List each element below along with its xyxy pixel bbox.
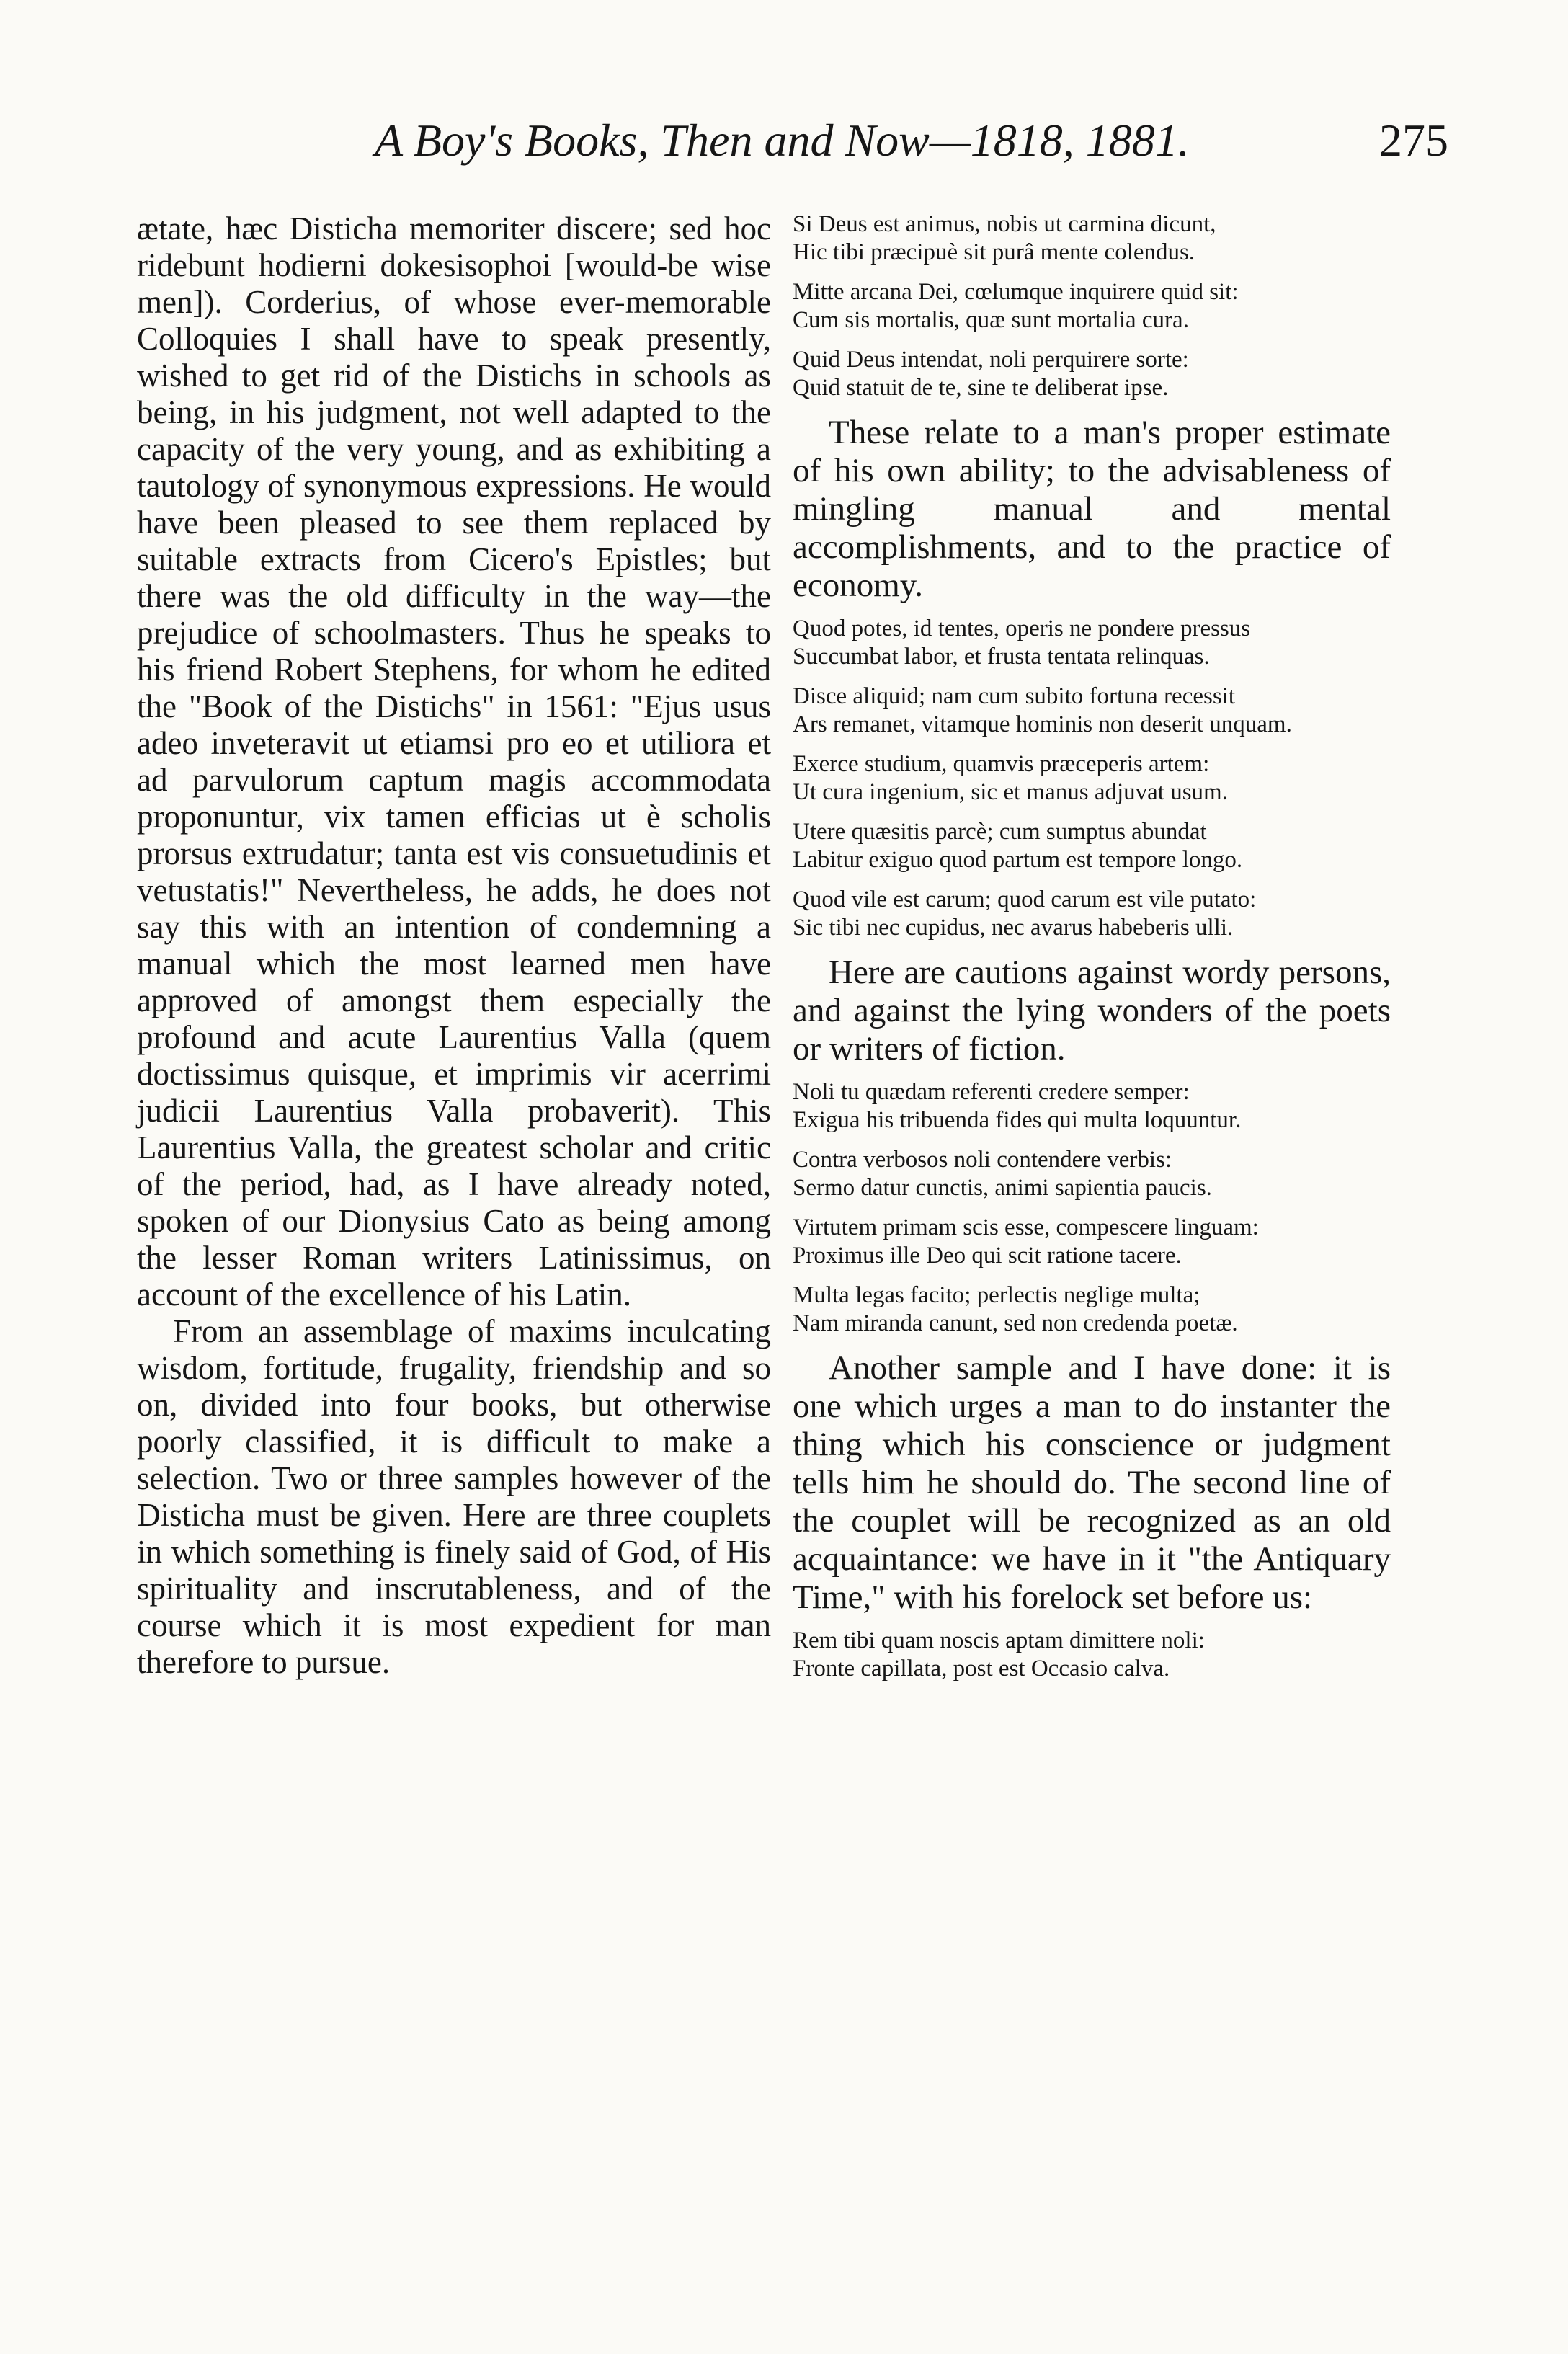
left-paragraph-2: From an assemblage of maxims inculcating wisdom, fortitude, frugality, friendship and so on, divided into four books, but otherwise poorly classified, it is difficult to make a selection. Two or three samples however of the Disticha must be given. Here are three couplets in which something is finely said of God, of His spirituality and inscrutableness, and of the course which it is most expedient for man therefore to pursue. [137, 1313, 771, 1680]
page-number: 275 [1379, 115, 1448, 166]
verse-line: Succumbat labor, et frusta tentata relinquas. [793, 644, 1210, 670]
couplet [793, 886, 1391, 942]
verse-line: Quid statuit de te, sine te deliberat ipse. [793, 375, 1169, 401]
verse-line: Contra verbosos noli contendere verbis: [793, 1147, 1172, 1173]
couplet [793, 1627, 1391, 1683]
verse-group-wordy [793, 1078, 1391, 1338]
verse-line: Proximus ille Deo qui scit ratione tacere. [793, 1243, 1182, 1269]
left-paragraph-1: ætate, hæc Disticha memoriter discere; sed hoc ridebunt hodierni dokesisophoi [would-be wise men]). Corderius, of whose ever-memorable Colloquies I shall have to speak presently, wished to get rid of the Distichs in schools as being, in his judgment, not well adapted to the capacity of the very young, and as exhibiting a tautology of synonymous expressions. He would have been pleased to see them replaced by suitable extracts from Cicero's Epistles; but there was the old difficulty in the way—the prejudice of schoolmasters. Thus he speaks to his friend Robert Stephens, for whom he edited the "Book of the Distichs" in 1561: "Ejus usus adeo inveteravit ut etiamsi pro eo et utiliora et ad parvulorum captum magis accommodata proponuntur, vix tamen efficias ut è scholis prorsus extrudatur; tanta est vis consuetudinis et vetustatis!" Nevertheless, he adds, he does not say this with an intention of condemning a manual which the most learned men have approved of amongst them especially the profound and acute Laurentius Valla (quem doctissimus quisque, et imprimis vir acerrimi judicii Laurentius Valla probaverit). This Laurentius Valla, the greatest scholar and critic of the period, had, as I have already noted, spoken of our Dionysius Cato as being among the lesser Roman writers Latinissimus, on account of the excellence of his Latin. [137, 210, 771, 1313]
couplet [793, 278, 1391, 334]
verse-line: Ars remanet, vitamque hominis non deserit unquam. [793, 711, 1292, 737]
couplet [793, 346, 1391, 402]
right-column [793, 210, 1391, 1695]
verse-line: Ut cura ingenium, sic et manus adjuvat usum. [793, 779, 1228, 805]
verse-group-ability [793, 615, 1391, 942]
couplet [793, 615, 1391, 671]
verse-line: Rem tibi quam noscis aptam dimittere noli: [793, 1627, 1205, 1653]
verse-line: Cum sis mortalis, quæ sunt mortalia cura. [793, 307, 1189, 333]
running-header [346, 108, 1470, 173]
left-column [137, 210, 771, 1681]
right-paragraph-2: Here are cautions against wordy persons, and against the lying wonders of the poets or writers of fiction. [793, 954, 1391, 1067]
verse-line: Virtutem primam scis esse, compescere linguam: [793, 1214, 1259, 1240]
couplet [793, 683, 1391, 739]
verse-line: Labitur exiguo quod partum est tempore longo. [793, 847, 1243, 873]
verse-line: Nam miranda canunt, sed non credenda poetæ. [793, 1310, 1238, 1336]
running-title: A Boy's Books, Then and Now—1818, 1881. [375, 115, 1190, 166]
verse-line: Exerce studium, quamvis præceperis artem: [793, 751, 1210, 777]
couplet [793, 1078, 1391, 1134]
verse-line: Mitte arcana Dei, cœlumque inquirere quid sit: [793, 279, 1239, 305]
verse-group-god [793, 210, 1391, 402]
verse-line: Quod potes, id tentes, operis ne pondere pressus [793, 616, 1251, 641]
verse-line: Utere quæsitis parcè; cum sumptus abundat [793, 819, 1207, 845]
right-paragraph-1: These relate to a man's proper estimate of his own ability; to the advisableness of mingling manual and mental accomplishments, and to the practice of economy. [793, 414, 1391, 604]
verse-line: Disce aliquid; nam cum subito fortuna recessit [793, 683, 1236, 709]
verse-group-occasion [793, 1627, 1391, 1683]
couplet [793, 210, 1391, 267]
verse-line: Quid Deus intendat, noli perquirere sorte: [793, 347, 1189, 373]
verse-line: Noli tu quædam referenti credere semper: [793, 1079, 1190, 1105]
verse-line: Multa legas facito; perlectis neglige multa; [793, 1282, 1200, 1308]
verse-line: Sic tibi nec cupidus, nec avarus habeberis ulli. [793, 915, 1234, 941]
couplet [793, 750, 1391, 807]
couplet [793, 1214, 1391, 1270]
verse-line: Hic tibi præcipuè sit purâ mente colendus. [793, 239, 1195, 265]
verse-line: Fronte capillata, post est Occasio calva. [793, 1656, 1170, 1682]
couplet [793, 1282, 1391, 1338]
right-paragraph-3: Another sample and I have done: it is one which urges a man to do instanter the thing which his conscience or judgment tells him he should do. The second line of the couplet will be recognized as an old acquaintance: we have in it "the Antiquary Time," with his forelock set before us: [793, 1349, 1391, 1616]
verse-line: Quod vile est carum; quod carum est vile putato: [793, 887, 1257, 912]
verse-line: Sermo datur cunctis, animi sapientia paucis. [793, 1175, 1212, 1201]
verse-line: Exigua his tribuenda fides qui multa loquuntur. [793, 1107, 1242, 1133]
verse-line: Si Deus est animus, nobis ut carmina dicunt, [793, 211, 1216, 237]
couplet [793, 818, 1391, 874]
couplet [793, 1146, 1391, 1202]
